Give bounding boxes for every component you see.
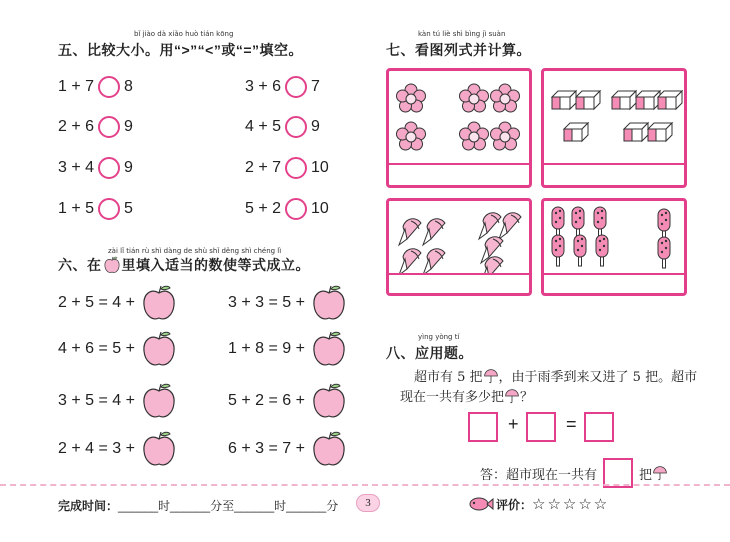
- apple-icon[interactable]: [141, 284, 177, 322]
- umbrella-icon: [504, 388, 520, 404]
- apple-icon[interactable]: [311, 382, 347, 420]
- answer-line: [544, 273, 684, 275]
- footer-divider: [0, 484, 730, 486]
- fish-icon: [468, 496, 494, 512]
- answer-box-1[interactable]: [468, 412, 498, 442]
- problem-text: 现在一共有多少把: [400, 390, 505, 405]
- ice-cream-icon: [479, 213, 501, 239]
- eraser-icon: [612, 91, 636, 109]
- picture-panel-erasers: [541, 68, 687, 188]
- apple-icon[interactable]: [311, 330, 347, 368]
- number: 10: [311, 200, 329, 217]
- flower-group: [389, 71, 529, 163]
- completion-time: [58, 497, 338, 514]
- equation-row: [58, 330, 177, 368]
- problem-line-2: [400, 386, 533, 405]
- section5-title: 五、比较大小。用“>”“<”或“=”填空。: [58, 42, 304, 58]
- picture-panel-popsicles: [541, 198, 687, 296]
- popsicle-icon: [572, 207, 584, 238]
- problem-text: ，由于雨季到来又进了 5 把。超市: [498, 370, 698, 385]
- compare-row: [245, 198, 329, 220]
- eraser-icon: [552, 91, 576, 109]
- popsicle-icon: [552, 207, 564, 238]
- expression: 3 + 4: [58, 159, 95, 176]
- compare-row: [58, 116, 133, 138]
- equation-text: 5 + 2 = 6 +: [228, 392, 305, 409]
- popsicle-icon: [594, 207, 606, 238]
- umbrella-icon: [652, 465, 668, 481]
- equation-text: 6 + 3 = 7 +: [228, 440, 305, 457]
- flower-icon: [397, 84, 426, 112]
- plus-sign: +: [508, 414, 519, 434]
- equation-row: [228, 330, 347, 368]
- compare-row: [245, 157, 329, 179]
- answer-suffix: 把: [639, 467, 653, 483]
- expression: 1 + 7: [58, 78, 95, 95]
- popsicle-group: [544, 201, 684, 273]
- problem-line-1: [414, 366, 697, 385]
- number: 7: [311, 78, 320, 95]
- popsicle-icon: [658, 237, 670, 268]
- number: 9: [311, 118, 320, 135]
- apple-icon[interactable]: [311, 284, 347, 322]
- number: 5: [124, 200, 133, 217]
- equation-text: 4 + 6 = 5 +: [58, 340, 135, 357]
- ice-cream-icon: [399, 249, 421, 273]
- flower-icon: [460, 84, 489, 112]
- popsicle-icon: [552, 235, 564, 266]
- ice-cream-icon: [423, 219, 445, 245]
- equals-sign: =: [566, 414, 577, 434]
- section6-title-suffix: 里填入适当的数使等式成立。: [121, 257, 310, 273]
- ice-cream-icon: [399, 219, 421, 245]
- equation-text: 2 + 5 = 4 +: [58, 294, 135, 311]
- problem-text: ？: [520, 390, 534, 405]
- equation-row: [228, 284, 347, 322]
- popsicle-icon: [574, 235, 586, 266]
- number: 10: [311, 159, 329, 176]
- picture-panel-flowers: [386, 68, 532, 188]
- compare-row: [245, 116, 320, 138]
- expression: 3 + 6: [245, 78, 282, 95]
- rating: [468, 495, 609, 513]
- number: 8: [124, 78, 133, 95]
- section8-title: 八、应用题。: [386, 345, 473, 361]
- problem-text: 超市有 5 把: [414, 370, 483, 385]
- section6-title: [58, 255, 310, 275]
- ice-cream-group: [389, 201, 529, 273]
- section5-pinyin: bǐ jiào dà xiǎo huò tián kōng: [134, 30, 234, 38]
- eraser-icon: [576, 91, 600, 109]
- eraser-icon: [624, 123, 648, 141]
- compare-circle[interactable]: [98, 76, 120, 98]
- expression: 2 + 6: [58, 118, 95, 135]
- equation-text: 2 + 4 = 3 +: [58, 440, 135, 457]
- apple-icon[interactable]: [141, 330, 177, 368]
- expression: 5 + 2: [245, 200, 282, 217]
- answer-line: [389, 273, 529, 275]
- flower-icon: [460, 122, 489, 150]
- equation-text: 1 + 8 = 9 +: [228, 340, 305, 357]
- answer-line: [544, 163, 684, 165]
- eraser-icon: [648, 123, 672, 141]
- expression: 1 + 5: [58, 200, 95, 217]
- popsicle-icon: [596, 235, 608, 266]
- rating-stars[interactable]: ☆☆☆☆☆: [532, 495, 610, 513]
- eraser-group: [544, 71, 684, 163]
- ice-cream-icon: [499, 213, 521, 239]
- number: 9: [124, 118, 133, 135]
- equation-row: [228, 430, 347, 468]
- compare-circle[interactable]: [98, 116, 120, 138]
- compare-circle[interactable]: [98, 157, 120, 179]
- compare-row: [58, 198, 133, 220]
- compare-circle[interactable]: [285, 198, 307, 220]
- section7-title: 七、看图列式并计算。: [386, 42, 531, 58]
- popsicle-icon: [658, 209, 670, 240]
- apple-icon: [103, 256, 121, 274]
- flower-icon: [491, 122, 520, 150]
- compare-circle[interactable]: [285, 157, 307, 179]
- answer-box-3[interactable]: [584, 412, 614, 442]
- eraser-icon: [564, 123, 588, 141]
- section8-pinyin: yìng yòng tí: [418, 333, 460, 341]
- apple-icon[interactable]: [141, 382, 177, 420]
- apple-icon[interactable]: [141, 430, 177, 468]
- apple-icon[interactable]: [311, 430, 347, 468]
- eraser-icon: [636, 91, 660, 109]
- equation-row: [228, 382, 347, 420]
- equation-row: [58, 430, 177, 468]
- compare-row: [245, 76, 320, 98]
- expression: 2 + 7: [245, 159, 282, 176]
- equation-row: [58, 382, 177, 420]
- ice-cream-icon: [423, 249, 445, 273]
- equation-text: 3 + 5 = 4 +: [58, 392, 135, 409]
- expression: 4 + 5: [245, 118, 282, 135]
- section7-pinyin: kàn tú liè shì bìng jì suàn: [418, 30, 506, 38]
- picture-panel-ice-cream: [386, 198, 532, 296]
- equation-text: 3 + 3 = 5 +: [228, 294, 305, 311]
- answer-box-2[interactable]: [526, 412, 556, 442]
- equation-row: [58, 284, 177, 322]
- number: 9: [124, 159, 133, 176]
- compare-row: [58, 76, 133, 98]
- answer-prefix: 答：超市现在一共有: [480, 467, 598, 483]
- time-label: 完成时间：: [58, 499, 119, 513]
- answer-line: [389, 163, 529, 165]
- compare-circle[interactable]: [98, 198, 120, 220]
- compare-row: [58, 157, 133, 179]
- umbrella-icon: [483, 368, 499, 384]
- flower-icon: [397, 122, 426, 150]
- time-fill: ______时______分至______时______分: [118, 499, 339, 513]
- compare-circle[interactable]: [285, 116, 307, 138]
- section6-pinyin: zài lǐ tián rù shì dàng de shù shǐ děng shì chéng lì: [108, 247, 282, 255]
- page-number: 3: [356, 494, 380, 512]
- eraser-icon: [658, 91, 682, 109]
- flower-icon: [491, 84, 520, 112]
- compare-circle[interactable]: [285, 76, 307, 98]
- section6-title-prefix: 六、在: [58, 257, 102, 273]
- rating-label: 评价：: [496, 497, 533, 512]
